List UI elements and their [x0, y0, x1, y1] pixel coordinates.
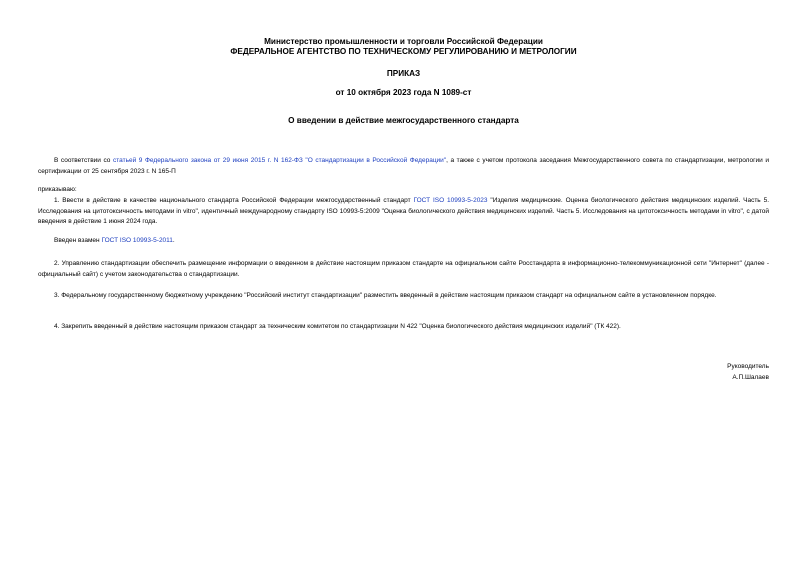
signature-block — [727, 362, 769, 383]
federal-law-link[interactable]: статьей 9 Федерального закона от 29 июня 2015 г. N 162-ФЗ "О стандартизации в Российской Федерации" — [113, 157, 447, 164]
preamble-suffix: , а также с учетом протокола заседания Межгосударственного совета по стандартизации, метрологии и сертификации от 25 сентября 2023 г. N 165-П — [38, 157, 769, 175]
ministry-name: Министерство промышленности и торговли Российской Федерации — [264, 37, 543, 46]
standard-2011-link[interactable]: ГОСТ ISO 10993-5-2011 — [101, 237, 173, 244]
paragraph-preamble — [38, 156, 769, 177]
replaces-suffix: . — [172, 237, 175, 244]
paragraph-item-1 — [38, 196, 769, 228]
signature-role: Руководитель — [727, 363, 769, 370]
document-title: О введении в действие межгосударственного стандарта — [288, 116, 519, 125]
paragraph-item-2: 2. Управлению стандартизации обеспечить размещение информации о введенном в действие настоящим приказом стандарте на официальном сайте Росстандарта в информационно-телекоммуникационной сети "Интернет" (далее - официальный сайт) с учетом законодательства о стандартизации. — [38, 260, 769, 278]
document-date: от 10 октября 2023 года N 1089-ст — [335, 88, 472, 97]
item-1-prefix: 1. Ввести в действие в качестве национального стандарта Российской Федерации межгосударственный стандарт — [54, 197, 414, 204]
agency-name: ФЕДЕРАЛЬНОЕ АГЕНТСТВО ПО ТЕХНИЧЕСКОМУ РЕГУЛИРОВАНИЮ И МЕТРОЛОГИИ — [230, 47, 577, 56]
paragraph-replaces — [38, 236, 769, 247]
item-1-suffix: "Изделия медицинские. Оценка биологического действия медицинских изделий. Часть 5. Исследования на цитотоксичность методами in vitro", идентичный международному стандарту ISO 10993-5:2009 "Оценка биологического действия медицинских изделий. Часть 5. Исследования на цитотоксичность методами in vitro", с датой введения в действие 1 июня 2024 года. — [38, 197, 770, 225]
paragraph-item-3: 3. Федеральному государственному бюджетному учреждению "Российский институт стандартизации" разместить введенный в действие настоящим приказом стандарт на официальном сайте в установленном порядке. — [54, 292, 717, 299]
paragraph-order-word: приказываю: — [38, 186, 77, 193]
standard-2023-link[interactable]: ГОСТ ISO 10993-5-2023 — [413, 197, 488, 204]
signature-name: А.П.Шалаев — [732, 373, 769, 381]
replaces-prefix: Введен взамен — [54, 237, 102, 244]
document-type: ПРИКАЗ — [386, 69, 421, 78]
paragraph-item-4: 4. Закрепить введенный в действие настоящим приказом стандарт за техническим комитетом по стандартизации N 422 "Оценка биологического действия медицинских изделий" (ТК 422). — [54, 323, 621, 330]
preamble-prefix: В соответствии со — [54, 157, 113, 164]
